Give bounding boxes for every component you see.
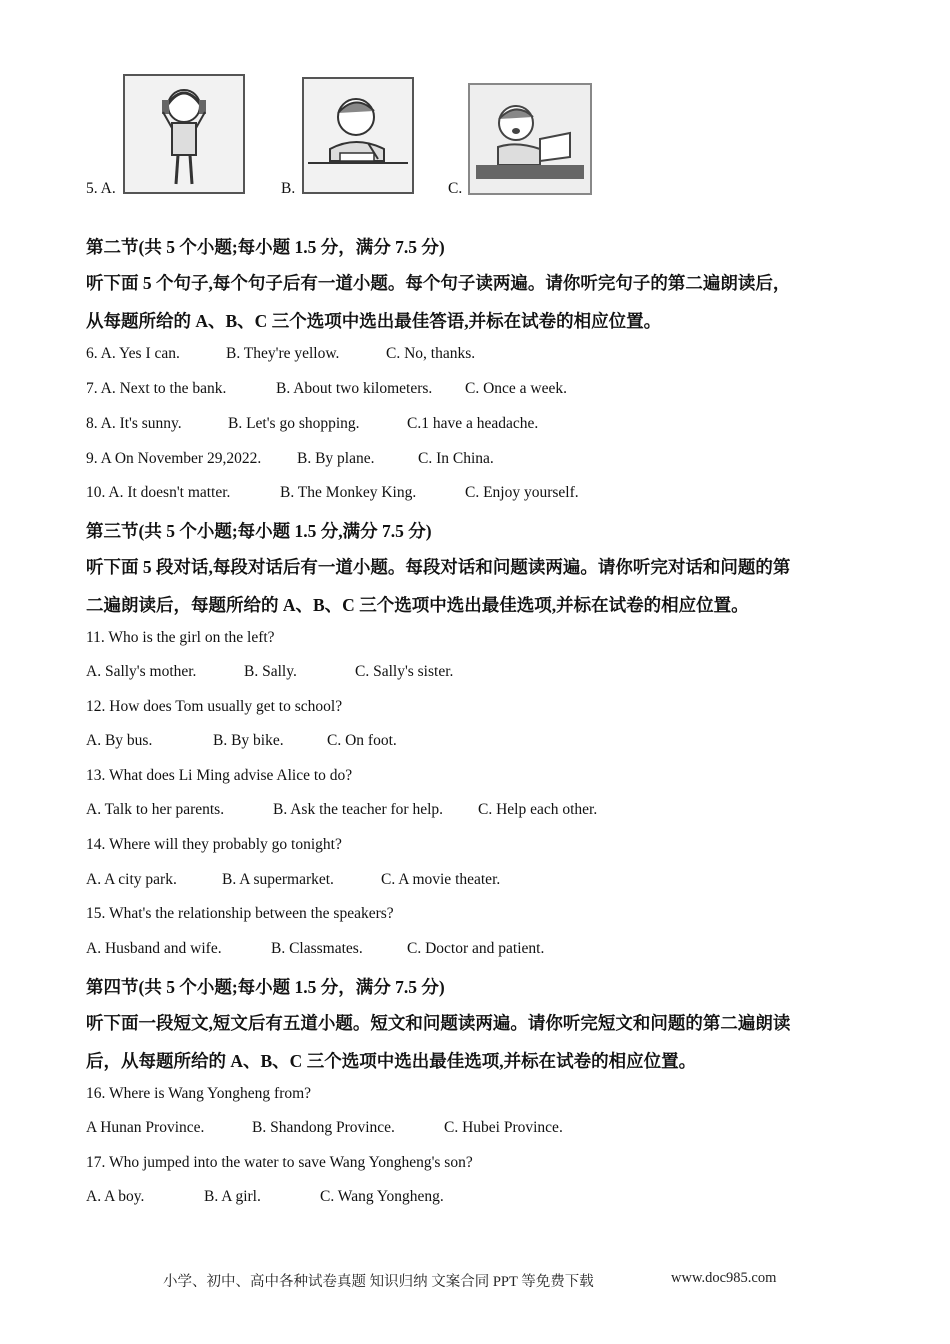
q6-option-c: C. No, thanks. bbox=[386, 345, 476, 362]
boy-writing-icon[interactable] bbox=[302, 77, 414, 194]
q11-question: 11. Who is the girl on the left? bbox=[86, 629, 275, 646]
section-2-instruction-1: 听下面 5 个句子,每个句子后有一道小题。每个句子读两遍。请你听完句子的第二遍朗读后， bbox=[86, 273, 791, 293]
q7-option-b: B. About two kilometers. bbox=[276, 380, 433, 397]
q9-option-b: B. By plane. bbox=[297, 450, 375, 467]
q17-option-c: C. Wang Yongheng. bbox=[320, 1188, 444, 1205]
q13-option-a: A. Talk to her parents. bbox=[86, 801, 225, 818]
q11-option-b: B. Sally. bbox=[244, 663, 297, 680]
q8-option-c: C.1 have a headache. bbox=[407, 415, 539, 432]
q16-option-b: B. Shandong Province. bbox=[252, 1119, 395, 1136]
q17-option-a: A. A boy. bbox=[86, 1188, 145, 1205]
q8-option-b: B. Let's go shopping. bbox=[228, 415, 360, 432]
q5-option-b-label: B. bbox=[281, 180, 296, 197]
q5-option-c-label: C. bbox=[448, 180, 463, 197]
section-3-instruction-2: 二遍朗读后，每题所给的 A、B、C 三个选项中选出最佳选项,并标在试卷的相应位置。 bbox=[86, 595, 749, 615]
q13-question: 13. What does Li Ming advise Alice to do? bbox=[86, 767, 353, 784]
q5-option-a-label: 5. A. bbox=[86, 180, 116, 197]
section-3-heading: 第三节(共 5 个小题;每小题 1.5 分,满分 7.5 分) bbox=[86, 521, 432, 541]
boy-with-headphones-icon[interactable] bbox=[123, 74, 245, 194]
section-4-heading: 第四节(共 5 个小题;每小题 1.5 分，满分 7.5 分) bbox=[86, 977, 445, 997]
footer-url-link[interactable]: www.doc985.com bbox=[671, 1270, 777, 1286]
section-2-heading: 第二节(共 5 个小题;每小题 1.5 分，满分 7.5 分) bbox=[86, 237, 445, 257]
q11-option-a: A. Sally's mother. bbox=[86, 663, 197, 680]
q15-question: 15. What's the relationship between the speakers? bbox=[86, 905, 394, 922]
q15-option-b: B. Classmates. bbox=[271, 940, 363, 957]
q9-option-c: C. In China. bbox=[418, 450, 494, 467]
q12-option-a: A. By bus. bbox=[86, 732, 153, 749]
section-4-instruction-1: 听下面一段短文,短文后有五道小题。短文和问题读两遍。请你听完短文和问题的第二遍朗读 bbox=[86, 1013, 791, 1033]
q10-option-b: B. The Monkey King. bbox=[280, 484, 417, 501]
section-4-instruction-2: 后，从每题所给的 A、B、C 三个选项中选出最佳选项,并标在试卷的相应位置。 bbox=[86, 1051, 697, 1071]
q13-option-b: B. Ask the teacher for help. bbox=[273, 801, 444, 818]
section-2-instruction-2: 从每题所给的 A、B、C 三个选项中选出最佳答语,并标在试卷的相应位置。 bbox=[86, 311, 662, 331]
q9-option-a: 9. A On November 29,2022. bbox=[86, 450, 262, 467]
footer-text: 小学、初中、高中各种试卷真题 知识归纳 文案合同 PPT 等免费下载 bbox=[163, 1274, 594, 1290]
q12-option-c: C. On foot. bbox=[327, 732, 397, 749]
q7-option-c: C. Once a week. bbox=[465, 380, 567, 397]
q10-option-a: 10. A. It doesn't matter. bbox=[86, 484, 231, 501]
q16-option-a: A Hunan Province. bbox=[86, 1119, 205, 1136]
q14-option-a: A. A city park. bbox=[86, 871, 177, 888]
q6-option-b: B. They're yellow. bbox=[226, 345, 340, 362]
q12-question: 12. How does Tom usually get to school? bbox=[86, 698, 343, 715]
q13-option-c: C. Help each other. bbox=[478, 801, 598, 818]
q14-option-c: C. A movie theater. bbox=[381, 871, 501, 888]
q8-option-a: 8. A. It's sunny. bbox=[86, 415, 182, 432]
q6-option-a: 6. A. Yes I can. bbox=[86, 345, 180, 362]
q7-option-a: 7. A. Next to the bank. bbox=[86, 380, 227, 397]
q17-option-b: B. A girl. bbox=[204, 1188, 261, 1205]
q16-question: 16. Where is Wang Yongheng from? bbox=[86, 1085, 312, 1102]
q15-option-c: C. Doctor and patient. bbox=[407, 940, 545, 957]
boy-reading-icon[interactable] bbox=[468, 83, 592, 195]
section-3-instruction-1: 听下面 5 段对话,每段对话后有一道小题。每段对话和问题读两遍。请你听完对话和问题的第 bbox=[86, 557, 791, 577]
q14-question: 14. Where will they probably go tonight? bbox=[86, 836, 342, 853]
q11-option-c: C. Sally's sister. bbox=[355, 663, 454, 680]
q15-option-a: A. Husband and wife. bbox=[86, 940, 222, 957]
q17-question: 17. Who jumped into the water to save Wang Yongheng's son? bbox=[86, 1154, 473, 1171]
q12-option-b: B. By bike. bbox=[213, 732, 284, 749]
q14-option-b: B. A supermarket. bbox=[222, 871, 334, 888]
q16-option-c: C. Hubei Province. bbox=[444, 1119, 563, 1136]
q10-option-c: C. Enjoy yourself. bbox=[465, 484, 579, 501]
